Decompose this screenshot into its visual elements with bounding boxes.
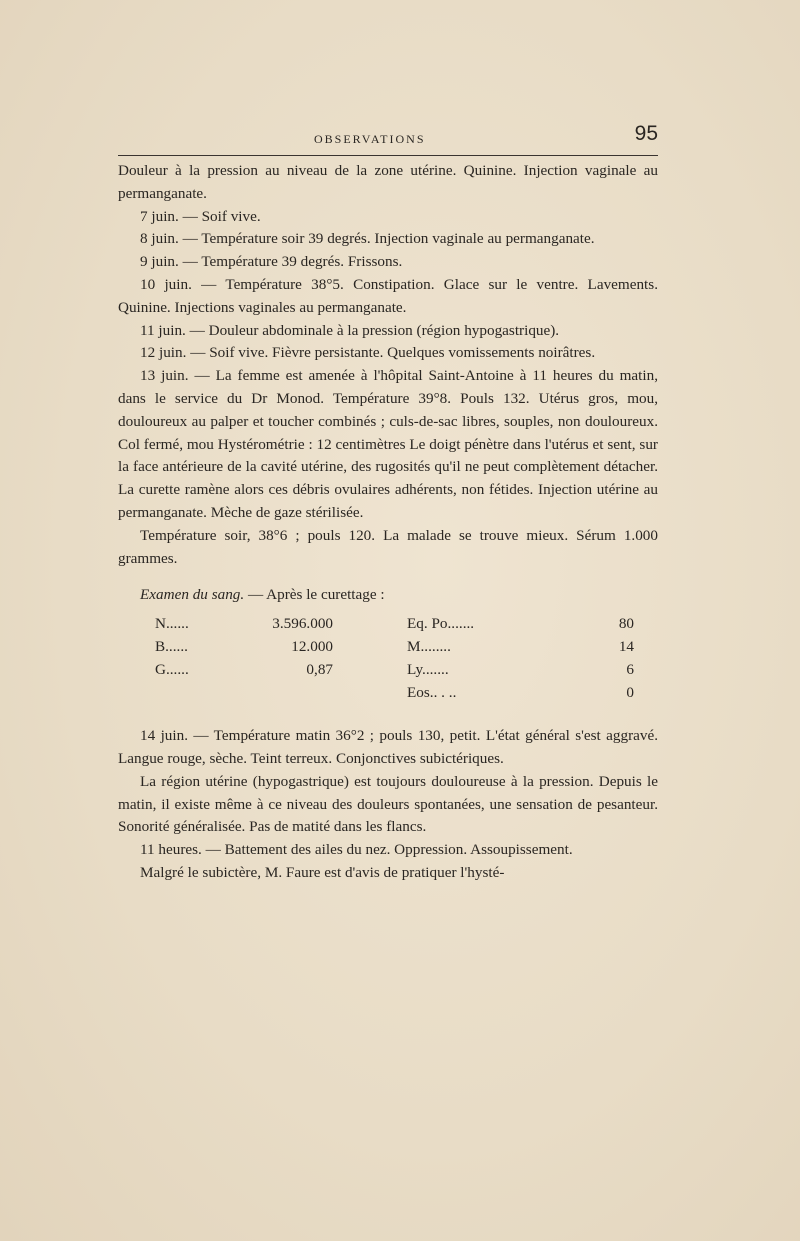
page-number: 95 — [634, 122, 658, 145]
cell-value: 12.000 — [291, 638, 333, 656]
running-head: OBSERVATIONS — [314, 132, 426, 146]
table-row — [118, 613, 658, 636]
paragraph: 10 juin. — Température 38°5. Constipation. Glace sur le ventre. Lavements. Quinine. Injections vaginales au permanganate. — [118, 275, 658, 316]
cell-value: 0 — [626, 684, 634, 702]
blood-exam-title — [118, 584, 658, 607]
cell-label: B...... — [155, 638, 188, 656]
header-rule — [118, 155, 658, 156]
cell-label: G...... — [155, 661, 189, 679]
cell-value: 80 — [618, 615, 634, 633]
paragraph: 14 juin. — Température matin 36°2 ; pouls 130, petit. L'état général s'est aggravé. Langue rouge, sèche. Teint terreux. Conjonctives subictériques. — [118, 727, 658, 767]
paragraph: 7 juin. — Soif vive. — [140, 207, 261, 225]
cell-label: Ly....... — [407, 661, 449, 679]
table-row — [118, 659, 658, 682]
cell-value: 0,87 — [306, 661, 333, 679]
paragraph: 11 juin. — Douleur abdominale à la pression (région hypogastrique). — [140, 321, 560, 339]
paragraph: 9 juin. — Température 39 degrés. Frissons. — [140, 253, 403, 271]
paragraph: 8 juin. — Température soir 39 degrés. Injection vaginale au permanganate. — [140, 230, 595, 248]
cell-label: N...... — [155, 615, 189, 633]
paragraph: Douleur à la pression au niveau de la zone utérine. Quinine. Injection vaginale au permanganate. — [118, 162, 658, 202]
paragraph: 12 juin. — Soif vive. Fièvre persistante. Quelques vomissements noirâtres. — [140, 344, 596, 362]
paragraph: 11 heures. — Battement des ailes du nez. Oppression. Assoupissement. — [140, 841, 573, 859]
table-row — [118, 682, 658, 705]
paragraph: 13 juin. — La femme est amenée à l'hôpital Saint-Antoine à 11 heures du matin, dans le service du Dr Monod. Température 39°8. Pouls 132. Utérus gros, mou, douloureux au palper et toucher combinés ; culs-de-sac libres, souples, non douloureux. Col fermé, mou Hystérométrie : 12 centimètres Le doigt pénètre dans l'utérus et sent, sur la face antérieure de la cavité utérine, des rugosités qu'il ne peut complètement détacher. La curette ramène alors ces débris ovulaires adhérents, non fétides. Injection utérine au permanganate. Mèche de gaze stérilisée. — [118, 367, 658, 521]
blood-count-table — [118, 613, 658, 711]
paragraph: Malgré le subictère, M. Faure est d'avis de pratiquer l'hysté- — [140, 863, 505, 881]
cell-label: Eos.. . .. — [407, 684, 457, 702]
cell-label: M........ — [407, 638, 451, 656]
blood-exam-title-rest: — Après le curettage : — [244, 586, 385, 604]
cell-value: 6 — [626, 661, 634, 679]
paragraph: Température soir, 38°6 ; pouls 120. La malade se trouve mieux. Sérum 1.000 grammes. — [118, 526, 658, 567]
blood-exam-title-italic: Examen du sang. — [140, 586, 245, 604]
cell-label: Eq. Po....... — [407, 615, 475, 633]
paragraph: La région utérine (hypogastrique) est toujours douloureuse à la pression. Depuis le matin, il existe même à ce niveau des douleurs spontanées, une sensation de pesanteur. Sonorité généralisée. Pas de matité dans les flancs. — [118, 772, 658, 836]
page-body — [118, 160, 658, 885]
table-row — [118, 636, 658, 659]
cell-value: 14 — [618, 638, 634, 656]
page-header — [118, 120, 658, 150]
cell-value: 3.596.000 — [272, 615, 333, 633]
